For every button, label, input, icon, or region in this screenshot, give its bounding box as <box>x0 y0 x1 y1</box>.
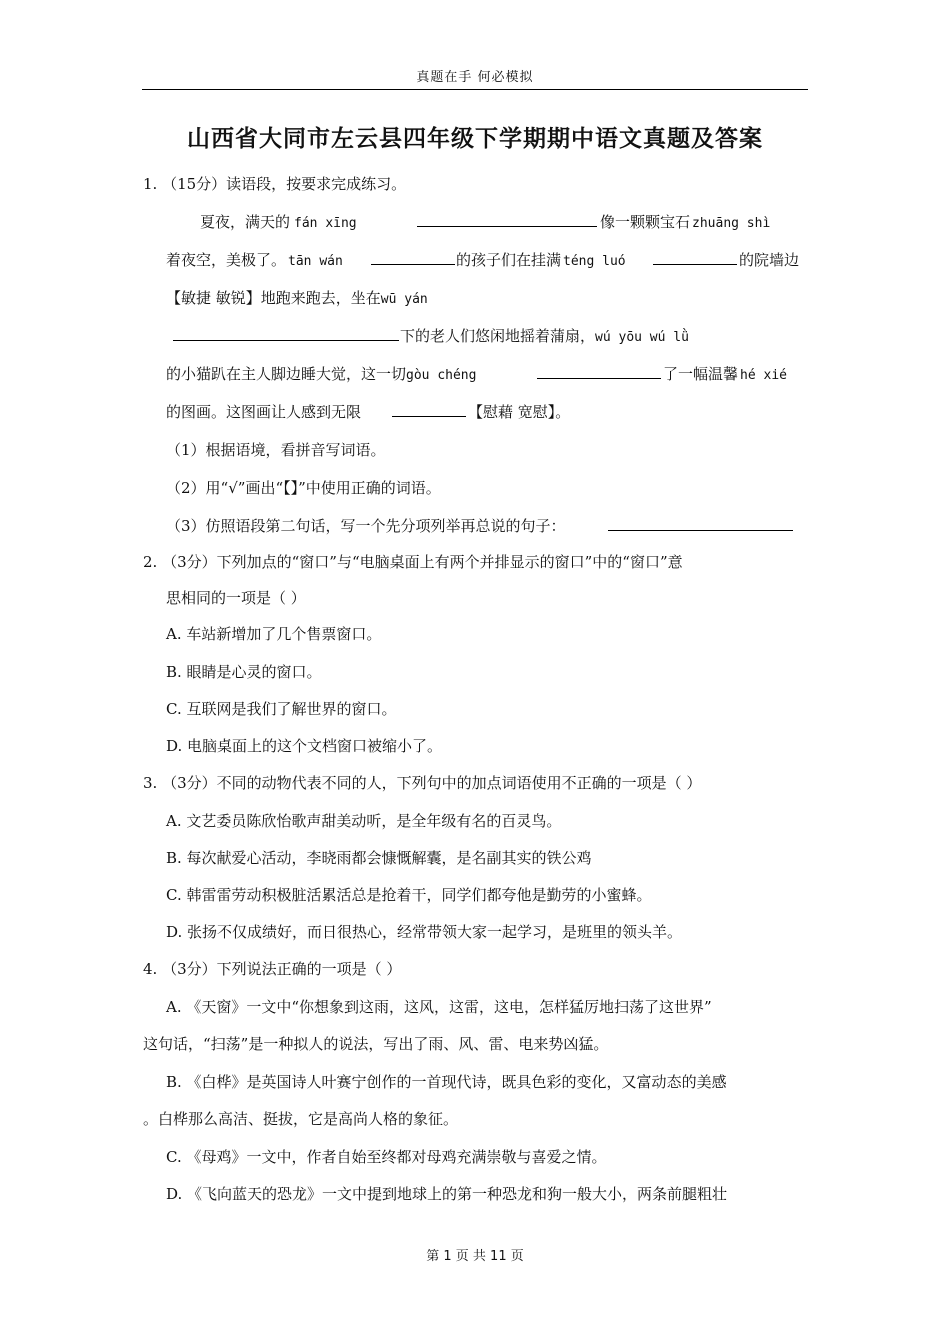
q1-line-4 <box>400 326 689 348</box>
q1-line-5b <box>663 364 787 386</box>
q1-l4-pinyin-a: wú yōu wú lǜ <box>595 330 689 345</box>
q1-l5-text-b: 了一幅温馨 <box>663 365 739 383</box>
q2-option-a: A. 车站新增加了几个售票窗口。 <box>166 625 382 643</box>
q1-l3-pinyin-a: wū yán <box>380 292 428 307</box>
q4-option-a-line2: 这句话，“扫荡”是一种拟人的说法，写出了雨、风、雷、电来势凶猛。 <box>143 1035 609 1053</box>
q1-line-1b <box>600 212 770 234</box>
q1-heading: 1. （15分）读语段，按要求完成练习。 <box>143 175 407 193</box>
q1-l1-pinyin-b: zhuāng shì <box>692 216 771 231</box>
q1-line-1 <box>200 212 357 234</box>
q4-option-a-line1: A. 《天窗》一文中“你想象到这雨，这风，这雷，这电，怎样猛厉地扫荡了这世界” <box>166 998 712 1016</box>
q1-l5-pinyin-b: hé xié <box>740 368 787 383</box>
q1-l2-text-c: 的院墙边 <box>739 251 800 269</box>
q1-blank-wuyan[interactable] <box>173 326 399 341</box>
q1-line-2 <box>166 250 343 272</box>
q1-blank-wuxian[interactable] <box>392 402 466 417</box>
q4-option-d-line1: D. 《飞向蓝天的恐龙》一文中提到地球上的第一种恐龙和狗一般大小，两条前腿粗壮 <box>166 1185 728 1203</box>
q1-l5-text-a: 的小猫趴在主人脚边睡大觉，这一切 <box>166 365 407 383</box>
q1-sub-3: （3）仿照语段第二句话，写一个先分项列举再总说的句子： <box>166 517 566 535</box>
q1-blank-tengluo[interactable] <box>653 250 737 265</box>
q3-option-d: D. 张扬不仅成绩好，而日很热心，经常带领大家一起学习，是班里的领头羊。 <box>166 923 683 941</box>
q1-l1-text-b: 像一颗颗宝石 <box>600 213 691 231</box>
q1-line-5 <box>166 364 476 386</box>
q2-option-b: B. 眼睛是心灵的窗口。 <box>166 663 322 681</box>
q3-option-b: B. 每次献爱心活动，李晓雨都会慷慨解囊，是名副其实的铁公鸡 <box>166 849 592 867</box>
q1-l3-text-a: 【敏捷 敏锐】地跑来跑去，坐在 <box>166 289 381 307</box>
q1-l5-pinyin-a: gòu chéng <box>406 368 477 383</box>
q1-line-2b <box>456 250 626 272</box>
q2-heading: 2. （3分）下列加点的“窗口”与“电脑桌面上有两个并排显示的窗口”中的“窗口”意 <box>143 553 683 571</box>
q4-heading: 4. （3分）下列说法正确的一项是（ ） <box>143 960 402 978</box>
q1-blank-tanwan[interactable] <box>371 250 455 265</box>
document-title: 山西省大同市左云县四年级下学期期中语文真题及答案 <box>187 126 763 152</box>
q1-l2-text-a: 着夜空，美极了。 <box>166 251 287 269</box>
q1-blank-goucheng[interactable] <box>537 364 661 379</box>
q2-option-c: C. 互联网是我们了解世界的窗口。 <box>166 700 397 718</box>
q1-sub-2: （2）用“√”画出“【】”中使用正确的词语。 <box>166 479 441 497</box>
q1-line-3 <box>166 288 428 310</box>
q1-l2-pinyin-a: tān wán <box>288 254 343 269</box>
q3-heading: 3. （3分）不同的动物代表不同的人，下列句中的加点词语使用不正确的一项是（ ） <box>143 774 702 792</box>
q4-option-b-line1: B. 《白桦》是英国诗人叶赛宁创作的一首现代诗，既具色彩的变化，又富动态的美感 <box>166 1073 727 1091</box>
q1-sub-1: （1）根据语境，看拼音写词语。 <box>166 441 386 459</box>
q4-option-c: C. 《母鸡》一文中，作者自始至终都对母鸡充满崇敬与喜爱之情。 <box>166 1148 607 1166</box>
q1-l6-text-a: 的图画。这图画让人感到无限 <box>166 403 362 421</box>
header-rule <box>142 89 808 90</box>
q3-option-a: A. 文艺委员陈欣怡歌声甜美动听，是全年级有名的百灵鸟。 <box>166 812 562 830</box>
q1-l1-text-a: 夏夜，满天的 <box>200 213 291 231</box>
q1-l2-text-b: 的孩子们在挂满 <box>456 251 562 269</box>
q2-option-d: D. 电脑桌面上的这个文档窗口被缩小了。 <box>166 737 443 755</box>
q4-option-b-line2: 。白桦那么高洁、挺拔，它是高尚人格的象征。 <box>143 1110 459 1128</box>
q1-l4-text-a: 下的老人们悠闲地摇着蒲扇， <box>400 327 596 345</box>
q1-blank-sentence[interactable] <box>608 516 793 531</box>
running-header: 真题在手 何必模拟 <box>416 70 534 85</box>
q1-l1-pinyin-a: fán xīng <box>294 216 357 231</box>
q1-blank-fanxing[interactable] <box>417 212 597 227</box>
q1-l6-text-b: 【慰藉 宽慰】。 <box>468 403 571 421</box>
page-footer: 第 1 页 共 11 页 <box>426 1249 524 1264</box>
q3-option-c: C. 韩雷雷劳动积极脏活累活总是抢着干，同学们都夸他是勤劳的小蜜蜂。 <box>166 886 652 904</box>
q1-l2-pinyin-b: téng luó <box>563 254 626 269</box>
q2-heading-cont: 思相同的一项是（ ） <box>166 589 306 607</box>
